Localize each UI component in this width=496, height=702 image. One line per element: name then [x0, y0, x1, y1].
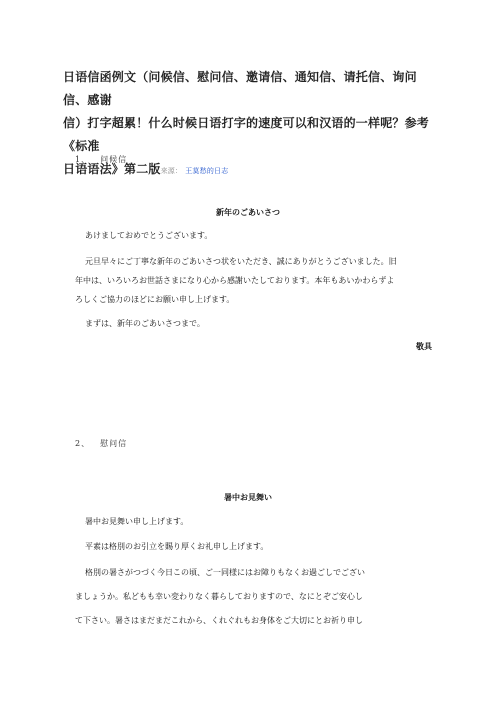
letter-closing: 敬具	[416, 342, 432, 351]
source-link[interactable]: 王莫愁的日志	[185, 167, 229, 175]
letter-line: あけましておめでとうございます。	[85, 231, 213, 240]
letter-line: 格別の暑さがつづく今日この頃、ご一同様にはお障りもなくお過ごしでござい	[85, 568, 365, 577]
source-label: 来源：	[160, 167, 183, 175]
section-label: 问候信	[100, 155, 128, 164]
letter-line: ろしくご協力のほどにお願い申し上げます。	[75, 295, 235, 304]
title-line-1: 日语信函例文（问候信、慰问信、邀请信、通知信、请托信、询问信、感谢	[63, 70, 417, 107]
letter-title-1: 新年のごあいさつ	[216, 208, 280, 217]
section-heading-1	[75, 154, 127, 165]
section-number: 2、	[75, 439, 91, 448]
article-title	[63, 66, 433, 183]
section-label: 慰问信	[100, 439, 128, 448]
letter-line: 元旦早々にご丁寧な新年のごあいさつ状をいただき、誠にありがとうございました。旧	[85, 257, 397, 266]
title-line-3-text: 日语语法》第二版	[63, 162, 161, 176]
letter-title-2: 暑中お見舞い	[224, 493, 272, 502]
letter-line: まずは、新年のごあいさつまで。	[85, 319, 205, 328]
letter-line: 年中は、いろいろお世話さまになり心から感謝いたしております。本年もあいかわらずよ	[75, 276, 395, 285]
letter-line: 暑中お見舞い申し上げます。	[85, 517, 189, 526]
section-number: 1、	[75, 155, 91, 164]
letter-line: て下さい。暑さはまだまだこれから、くれぐれもお身体をご大切にとお祈り申し	[75, 616, 363, 625]
letter-line: ましょうか。私どもも幸い変わりなく暮らしておりますので、なにとぞご安心し	[75, 592, 363, 601]
title-line-2: 信）打字超累！什么时候日语打字的速度可以和汉语的一样呢？参考《标准	[63, 116, 430, 153]
letter-line: 平素は格別のお引立を賜り厚くお礼申し上げます。	[85, 542, 269, 551]
section-heading-2	[75, 438, 127, 449]
